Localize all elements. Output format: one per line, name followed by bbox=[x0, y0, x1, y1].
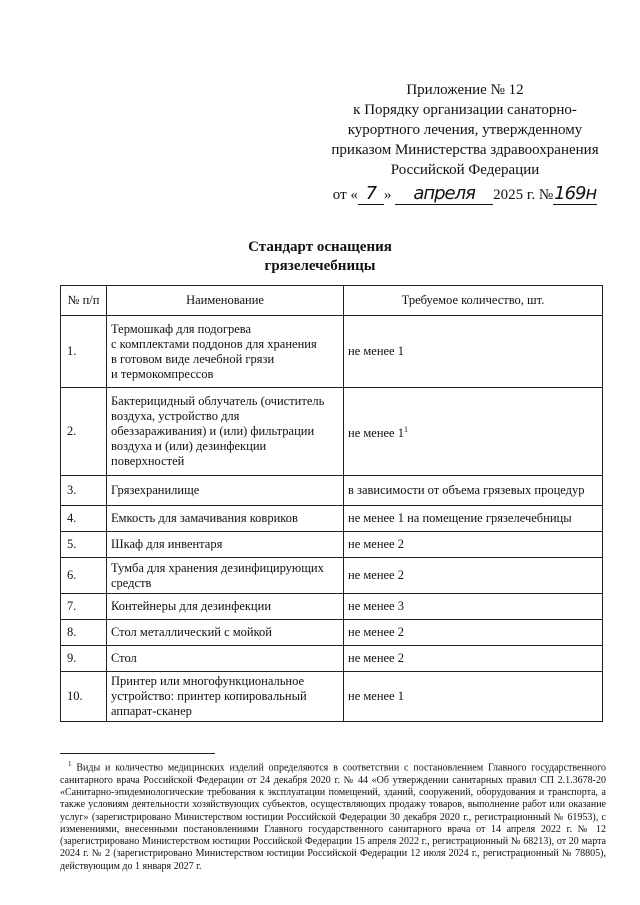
row-quantity-text: не менее 2 bbox=[348, 537, 404, 551]
header-number: № п/п bbox=[61, 286, 107, 316]
row-name-line: воздуха и (или) дезинфекции bbox=[111, 439, 267, 453]
row-name bbox=[107, 388, 344, 476]
row-quantity-text: не менее 2 bbox=[348, 651, 404, 665]
row-name bbox=[107, 558, 344, 594]
row-number: 10. bbox=[61, 672, 107, 722]
row-name-line: Емкость для замачивания ковриков bbox=[111, 511, 298, 525]
table-row bbox=[61, 476, 603, 506]
row-name-line: Стол металлический с мойкой bbox=[111, 625, 272, 639]
table-row bbox=[61, 558, 603, 594]
row-quantity-text: в зависимости от объема грязевых процедур bbox=[348, 483, 585, 497]
row-quantity-text: не менее 2 bbox=[348, 625, 404, 639]
row-name-line: Грязехранилище bbox=[111, 483, 200, 497]
row-name-line: устройство: принтер копировальный bbox=[111, 689, 307, 703]
row-quantity bbox=[344, 594, 603, 620]
equipment-table-container bbox=[60, 285, 602, 722]
row-name-line: воздуха, устройство для bbox=[111, 409, 240, 423]
table-row bbox=[61, 672, 603, 722]
table-row bbox=[61, 388, 603, 476]
row-quantity bbox=[344, 646, 603, 672]
row-quantity-text: не менее 1 на помещение грязелечебницы bbox=[348, 511, 572, 525]
row-name bbox=[107, 316, 344, 388]
title-line-1: Стандарт оснащения bbox=[248, 239, 392, 255]
row-name bbox=[107, 620, 344, 646]
appendix-header bbox=[320, 80, 610, 210]
order-number-handwritten: 169н bbox=[554, 183, 597, 204]
row-number: 4. bbox=[61, 506, 107, 532]
footnote-marker: 1 bbox=[68, 760, 72, 768]
row-name bbox=[107, 476, 344, 506]
row-name-line: Принтер или многофункциональное bbox=[111, 674, 305, 688]
row-quantity bbox=[344, 532, 603, 558]
footnote bbox=[60, 758, 606, 873]
row-name-line: Бактерицидный облучатель (очиститель bbox=[111, 394, 325, 408]
row-quantity-text: не менее 3 bbox=[348, 599, 404, 613]
table-row bbox=[61, 532, 603, 558]
table-row bbox=[61, 506, 603, 532]
header-quantity: Требуемое количество, шт. bbox=[344, 286, 603, 316]
row-name-line: Контейнеры для дезинфекции bbox=[111, 599, 272, 613]
row-quantity bbox=[344, 620, 603, 646]
order-year: 2025 г. № bbox=[493, 187, 554, 203]
row-quantity-text: не менее 1 bbox=[348, 426, 404, 441]
table-row bbox=[61, 646, 603, 672]
row-number: 9. bbox=[61, 646, 107, 672]
order-date-line bbox=[320, 184, 610, 210]
row-quantity-text: не менее 1 bbox=[348, 689, 404, 703]
row-number: 3. bbox=[61, 476, 107, 506]
row-quantity bbox=[344, 476, 603, 506]
footnote-separator bbox=[60, 753, 215, 754]
header-name: Наименование bbox=[107, 286, 344, 316]
row-name-line: средств bbox=[111, 575, 152, 590]
row-number: 8. bbox=[61, 620, 107, 646]
order-day-handwritten: 7 bbox=[358, 184, 384, 205]
row-name-line: с комплектами поддонов для хранения bbox=[111, 336, 317, 351]
appendix-line: курортного лечения, утвержденному bbox=[347, 122, 583, 138]
row-name bbox=[107, 506, 344, 532]
table-row bbox=[61, 620, 603, 646]
row-name bbox=[107, 594, 344, 620]
row-name-line: Стол bbox=[111, 651, 137, 665]
footnote-reference: 1 bbox=[403, 424, 408, 434]
table-header-row bbox=[61, 286, 603, 316]
row-quantity-text: не менее 2 bbox=[348, 568, 404, 582]
equipment-table bbox=[60, 285, 603, 722]
row-number: 5. bbox=[61, 532, 107, 558]
row-name-line: обеззараживания) и (или) фильтрации bbox=[111, 424, 315, 438]
order-prefix: от « bbox=[332, 187, 358, 203]
appendix-line: к Порядку организации санаторно- bbox=[353, 102, 577, 118]
table-row bbox=[61, 594, 603, 620]
row-name-line: поверхностей bbox=[111, 454, 185, 468]
row-name-line: аппарат-сканер bbox=[111, 704, 192, 718]
row-number: 1. bbox=[61, 316, 107, 388]
table-row bbox=[61, 316, 603, 388]
row-name-line: Шкаф для инвентаря bbox=[111, 537, 223, 551]
table-body bbox=[61, 316, 603, 722]
order-month-handwritten: апреля bbox=[395, 184, 493, 205]
row-number: 6. bbox=[61, 558, 107, 594]
row-quantity bbox=[344, 316, 603, 388]
row-quantity bbox=[344, 558, 603, 594]
row-number: 2. bbox=[61, 388, 107, 476]
appendix-line: Российской Федерации bbox=[390, 162, 540, 178]
title-line-2: грязелечебницы bbox=[264, 258, 376, 274]
row-name bbox=[107, 672, 344, 722]
row-name bbox=[107, 646, 344, 672]
appendix-line: приказом Министерства здравоохранения bbox=[331, 142, 599, 158]
row-name bbox=[107, 532, 344, 558]
row-quantity bbox=[344, 388, 603, 476]
row-name-line: Тумба для хранения дезинфицирующих bbox=[111, 560, 324, 575]
document-title bbox=[0, 238, 640, 276]
row-quantity bbox=[344, 672, 603, 722]
row-name-line: и термокомпрессов bbox=[111, 366, 214, 381]
row-quantity-text: не менее 1 bbox=[348, 344, 404, 358]
row-name-line: Термошкаф для подогрева bbox=[111, 321, 252, 336]
row-number: 7. bbox=[61, 594, 107, 620]
row-quantity bbox=[344, 506, 603, 532]
appendix-line: Приложение № 12 bbox=[406, 82, 524, 98]
footnote-text: Виды и количество медицинских изделий определяются в соответствии с постановлением Главного государственного санитарного врача Российской Федерации от 24 декабря 2020 г. № 44 «Об утверждении санитарных правил СП 2.1.3678-20 «Санитарно-эпидемиологические требования к эксплуатации помещений, зданий, сооружений, оборудования и транспорта, а также условиям деятельности хозяйствующих субъектов, осуществляющих продажу товаров, выполнение работ или оказание услуг» (зарегистрировано Министерством юстиции Российской Федерации 30 декабря 2020 г., регистрационный № 61953), с изменениями, внесенными постановлениями Главного государственного санитарного врача от 14 апреля 2022 г. № 12 (зарегистрировано Министерством юстиции Российской Федерации 15 апреля 2022 г., регистрационный № 68213), от 20 марта 2024 г. № 2 (зарегистрировано Министерством юстиции Российской Федерации 12 июля 2024 г., регистрационный № 78805), действующим до 1 января 2027 г. bbox=[60, 762, 607, 872]
order-quote-close: » bbox=[383, 187, 392, 203]
row-name-line: в готовом виде лечебной грязи bbox=[111, 351, 275, 366]
